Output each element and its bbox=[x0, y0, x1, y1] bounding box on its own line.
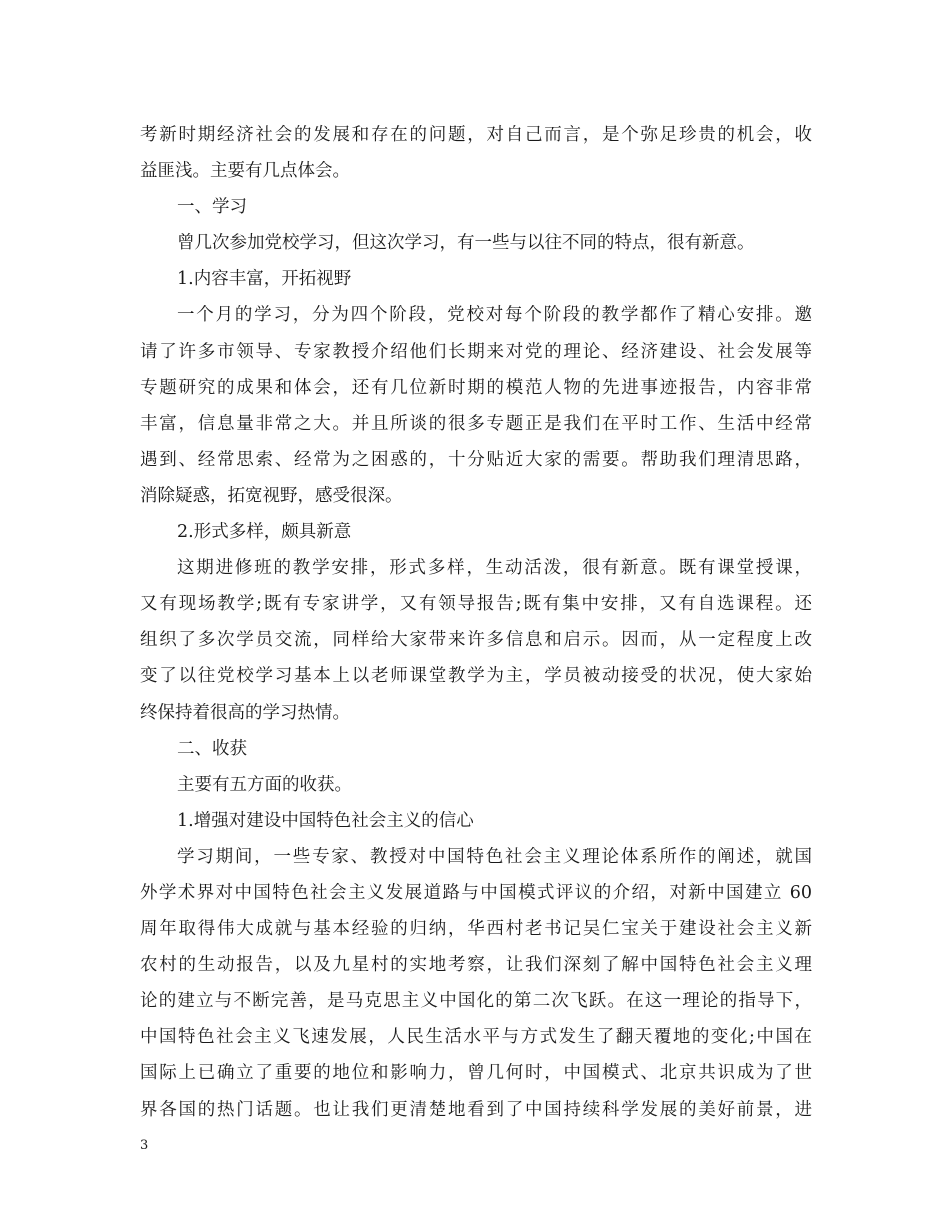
text-line: 又有现场教学;既有专家讲学，又有领导报告;既有集中安排，又有自选课程。还 bbox=[140, 594, 812, 615]
text-line: 考新时期经济社会的发展和存在的问题，对自己而言，是个弥足珍贵的机会，收 bbox=[140, 125, 812, 145]
text-line: 这期进修班的教学安排，形式多样，生动活泼，很有新意。既有课堂授课， bbox=[177, 558, 812, 579]
text-line: 1.增强对建设中国特色社会主义的信心 bbox=[177, 810, 474, 831]
text-line: 专题研究的成果和体会，还有几位新时期的模范人物的先进事迹报告，内容非常 bbox=[140, 377, 812, 398]
text-line: 一个月的学习，分为四个阶段，党校对每个阶段的教学都作了精心安排。邀 bbox=[177, 305, 812, 326]
text-line: 变了以往党校学习基本上以老师课堂教学为主，学员被动接受的状况，使大家始 bbox=[140, 666, 812, 687]
text-line: 中国特色社会主义飞速发展，人民生活水平与方式发生了翻天覆地的变化;中国在 bbox=[140, 1027, 812, 1048]
text-line: 1.内容丰富，开拓视野 bbox=[177, 269, 352, 290]
text-line: 曾几次参加党校学习，但这次学习，有一些与以往不同的特点，很有新意。 bbox=[177, 233, 755, 254]
text-line: 主要有五方面的收获。 bbox=[177, 774, 352, 795]
text-line: 请了许多市领导、专家教授介绍他们长期来对党的理论、经济建设、社会发展等 bbox=[140, 341, 812, 362]
text-line: 论的建立与不断完善，是马克思主义中国化的第二次飞跃。在这一理论的指导下， bbox=[140, 991, 812, 1012]
text-line: 益匪浅。主要有几点体会。 bbox=[140, 161, 350, 182]
document-body bbox=[140, 117, 812, 1128]
text-line: 终保持着很高的学习热情。 bbox=[140, 702, 350, 723]
text-line: 2.形式多样，颇具新意 bbox=[177, 522, 352, 543]
text-line: 组织了多次学员交流，同样给大家带来许多信息和启示。因而，从一定程度上改 bbox=[140, 630, 812, 651]
text-line: 外学术界对中国特色社会主义发展道路与中国模式评议的介绍，对新中国建立 60 bbox=[140, 882, 812, 903]
text-line: 界各国的热门话题。也让我们更清楚地看到了中国持续科学发展的美好前景，进 bbox=[140, 1099, 812, 1120]
text-line: 消除疑惑，拓宽视野，感受很深。 bbox=[140, 485, 403, 506]
text-line: 农村的生动报告，以及九星村的实地考察，让我们深刻了解中国特色社会主义理 bbox=[140, 955, 812, 976]
text-line: 周年取得伟大成就与基本经验的归纳，华西村老书记吴仁宝关于建设社会主义新 bbox=[140, 919, 812, 940]
text-line: 学习期间，一些专家、教授对中国特色社会主义理论体系所作的阐述，就国 bbox=[177, 846, 812, 867]
text-line: 一、学习 bbox=[177, 197, 247, 218]
text-line: 遇到、经常思索、经常为之困惑的，十分贴近大家的需要。帮助我们理清思路， bbox=[140, 449, 812, 470]
text-line: 丰富，信息量非常之大。并且所谈的很多专题正是我们在平时工作、生活中经常 bbox=[140, 413, 812, 434]
text-line: 国际上已确立了重要的地位和影响力，曾几何时，中国模式、北京共识成为了世 bbox=[140, 1063, 812, 1084]
text-line: 二、收获 bbox=[177, 738, 247, 759]
page-number: 3 bbox=[140, 1138, 149, 1153]
